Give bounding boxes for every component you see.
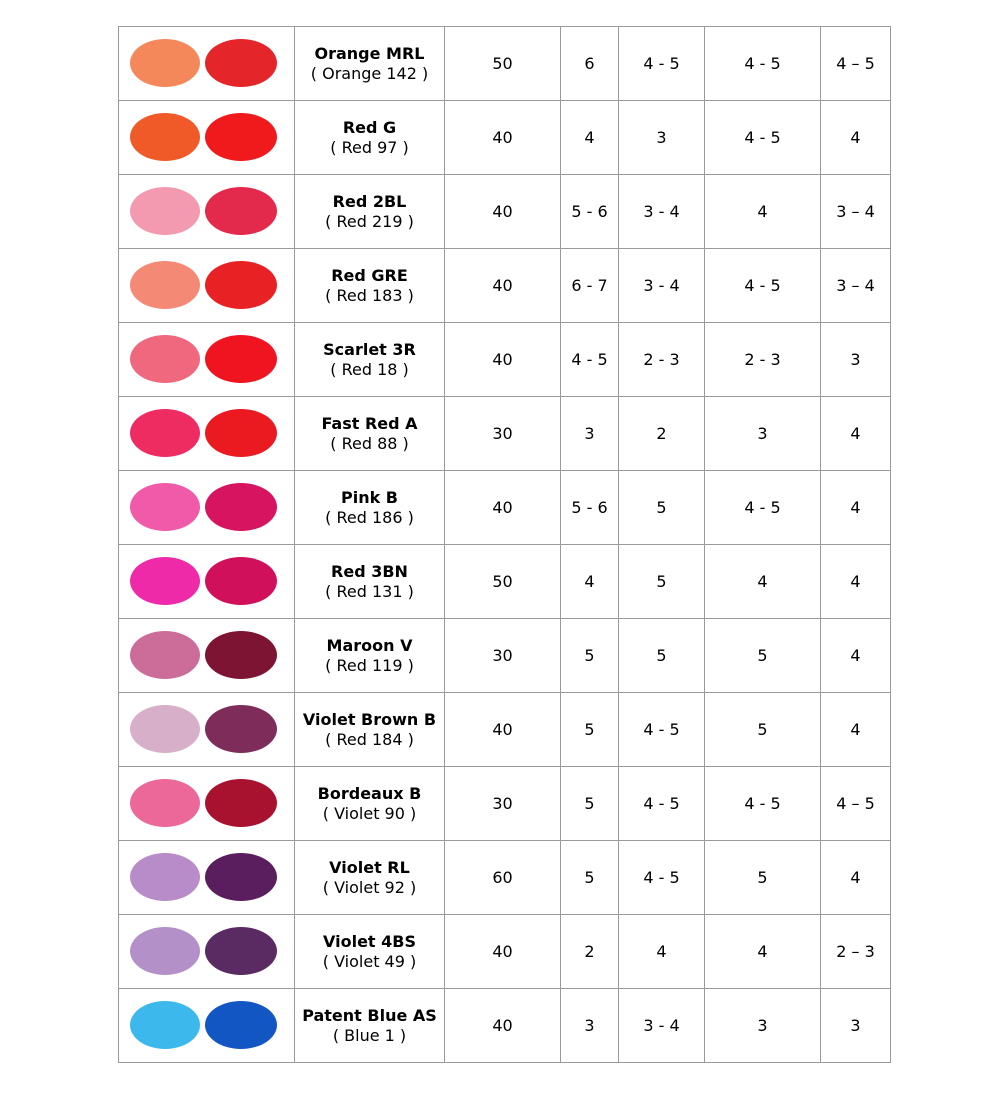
value-cell-4: 5 bbox=[705, 841, 821, 915]
value-cell-1: 40 bbox=[445, 101, 561, 175]
color-index-name: ( Red 219 ) bbox=[325, 211, 414, 231]
light-shade-swatch bbox=[130, 409, 200, 457]
dye-name: Red 3BN bbox=[331, 561, 408, 581]
value-cell-5: 4 bbox=[821, 471, 891, 545]
value-cell-1: 40 bbox=[445, 249, 561, 323]
value-cell-3: 4 - 5 bbox=[619, 27, 705, 101]
dye-name-cell bbox=[295, 323, 445, 397]
swatch-cell bbox=[119, 397, 295, 471]
table-body bbox=[119, 27, 891, 1063]
value-cell-4: 4 bbox=[705, 175, 821, 249]
light-shade-swatch bbox=[130, 39, 200, 87]
table-row bbox=[119, 101, 891, 175]
light-shade-swatch bbox=[130, 557, 200, 605]
value-cell-1: 30 bbox=[445, 397, 561, 471]
light-shade-swatch bbox=[130, 187, 200, 235]
dark-shade-swatch bbox=[205, 1001, 277, 1049]
value-cell-2: 4 - 5 bbox=[561, 323, 619, 397]
value-cell-2: 2 bbox=[561, 915, 619, 989]
color-index-name: ( Red 88 ) bbox=[330, 433, 409, 453]
dark-shade-swatch bbox=[205, 927, 277, 975]
color-index-name: ( Red 184 ) bbox=[325, 729, 414, 749]
value-cell-3: 5 bbox=[619, 471, 705, 545]
value-cell-1: 40 bbox=[445, 693, 561, 767]
color-index-name: ( Orange 142 ) bbox=[310, 63, 429, 83]
table-row bbox=[119, 471, 891, 545]
value-cell-5: 3 bbox=[821, 323, 891, 397]
swatch-cell bbox=[119, 619, 295, 693]
color-index-name: ( Violet 49 ) bbox=[322, 951, 417, 971]
value-cell-2: 5 bbox=[561, 693, 619, 767]
dye-name-cell bbox=[295, 545, 445, 619]
value-cell-2: 3 bbox=[561, 989, 619, 1063]
dye-name-cell bbox=[295, 841, 445, 915]
dark-shade-swatch bbox=[205, 113, 277, 161]
table-row bbox=[119, 989, 891, 1063]
light-shade-swatch bbox=[130, 1001, 200, 1049]
light-shade-swatch bbox=[130, 927, 200, 975]
light-shade-swatch bbox=[130, 335, 200, 383]
table-row bbox=[119, 767, 891, 841]
value-cell-1: 40 bbox=[445, 915, 561, 989]
value-cell-1: 30 bbox=[445, 767, 561, 841]
value-cell-4: 5 bbox=[705, 619, 821, 693]
value-cell-4: 4 - 5 bbox=[705, 249, 821, 323]
dye-name: Violet Brown B bbox=[302, 709, 437, 729]
value-cell-1: 40 bbox=[445, 323, 561, 397]
value-cell-4: 5 bbox=[705, 693, 821, 767]
value-cell-4: 4 - 5 bbox=[705, 767, 821, 841]
light-shade-swatch bbox=[130, 483, 200, 531]
dye-name-cell bbox=[295, 27, 445, 101]
value-cell-5: 2 – 3 bbox=[821, 915, 891, 989]
swatch-cell bbox=[119, 249, 295, 323]
color-index-name: ( Red 186 ) bbox=[325, 507, 414, 527]
color-index-name: ( Violet 92 ) bbox=[322, 877, 417, 897]
swatch-cell bbox=[119, 175, 295, 249]
dark-shade-swatch bbox=[205, 705, 277, 753]
dye-name: Maroon V bbox=[326, 635, 413, 655]
dye-name-cell bbox=[295, 249, 445, 323]
value-cell-3: 5 bbox=[619, 545, 705, 619]
dye-name: Pink B bbox=[340, 487, 398, 507]
table-row bbox=[119, 175, 891, 249]
dye-name: Orange MRL bbox=[314, 43, 425, 63]
value-cell-2: 5 - 6 bbox=[561, 471, 619, 545]
value-cell-1: 50 bbox=[445, 27, 561, 101]
value-cell-4: 4 bbox=[705, 545, 821, 619]
value-cell-3: 4 - 5 bbox=[619, 693, 705, 767]
value-cell-3: 3 bbox=[619, 101, 705, 175]
dye-name: Violet 4BS bbox=[323, 931, 416, 951]
value-cell-5: 4 bbox=[821, 101, 891, 175]
table-row bbox=[119, 619, 891, 693]
dark-shade-swatch bbox=[205, 779, 277, 827]
table-row bbox=[119, 323, 891, 397]
color-index-name: ( Red 183 ) bbox=[325, 285, 414, 305]
value-cell-4: 4 bbox=[705, 915, 821, 989]
value-cell-3: 2 - 3 bbox=[619, 323, 705, 397]
swatch-cell bbox=[119, 989, 295, 1063]
value-cell-1: 40 bbox=[445, 989, 561, 1063]
swatch-cell bbox=[119, 915, 295, 989]
value-cell-4: 4 - 5 bbox=[705, 101, 821, 175]
value-cell-3: 3 - 4 bbox=[619, 249, 705, 323]
color-index-name: ( Violet 90 ) bbox=[322, 803, 417, 823]
dye-name-cell bbox=[295, 915, 445, 989]
light-shade-swatch bbox=[130, 631, 200, 679]
dye-name-cell bbox=[295, 767, 445, 841]
dark-shade-swatch bbox=[205, 409, 277, 457]
table-row bbox=[119, 249, 891, 323]
table-row bbox=[119, 915, 891, 989]
value-cell-5: 4 bbox=[821, 841, 891, 915]
value-cell-5: 4 bbox=[821, 619, 891, 693]
color-index-name: ( Red 97 ) bbox=[330, 137, 409, 157]
value-cell-2: 5 bbox=[561, 767, 619, 841]
dye-name: Red 2BL bbox=[332, 191, 407, 211]
dark-shade-swatch bbox=[205, 39, 277, 87]
value-cell-5: 4 – 5 bbox=[821, 27, 891, 101]
color-index-name: ( Red 119 ) bbox=[325, 655, 414, 675]
swatch-cell bbox=[119, 323, 295, 397]
dark-shade-swatch bbox=[205, 335, 277, 383]
table-row bbox=[119, 693, 891, 767]
value-cell-4: 3 bbox=[705, 397, 821, 471]
table-row bbox=[119, 841, 891, 915]
dye-name: Red G bbox=[342, 117, 397, 137]
value-cell-3: 2 bbox=[619, 397, 705, 471]
value-cell-2: 3 bbox=[561, 397, 619, 471]
dye-name-cell bbox=[295, 693, 445, 767]
color-index-name: ( Red 131 ) bbox=[325, 581, 414, 601]
dye-name: Bordeaux B bbox=[317, 783, 422, 803]
value-cell-5: 4 – 5 bbox=[821, 767, 891, 841]
value-cell-5: 4 bbox=[821, 397, 891, 471]
dye-name: Scarlet 3R bbox=[323, 339, 416, 359]
table-row bbox=[119, 545, 891, 619]
dye-name: Violet RL bbox=[329, 857, 410, 877]
dark-shade-swatch bbox=[205, 631, 277, 679]
dye-name: Fast Red A bbox=[321, 413, 418, 433]
value-cell-5: 4 bbox=[821, 545, 891, 619]
value-cell-2: 6 - 7 bbox=[561, 249, 619, 323]
dye-name-cell bbox=[295, 397, 445, 471]
value-cell-4: 3 bbox=[705, 989, 821, 1063]
dark-shade-swatch bbox=[205, 261, 277, 309]
value-cell-2: 4 bbox=[561, 545, 619, 619]
dark-shade-swatch bbox=[205, 187, 277, 235]
dye-name-cell bbox=[295, 989, 445, 1063]
value-cell-3: 3 - 4 bbox=[619, 175, 705, 249]
value-cell-2: 5 bbox=[561, 841, 619, 915]
value-cell-4: 4 - 5 bbox=[705, 27, 821, 101]
value-cell-3: 4 - 5 bbox=[619, 767, 705, 841]
swatch-cell bbox=[119, 841, 295, 915]
swatch-cell bbox=[119, 27, 295, 101]
value-cell-3: 3 - 4 bbox=[619, 989, 705, 1063]
value-cell-3: 4 - 5 bbox=[619, 841, 705, 915]
dye-name-cell bbox=[295, 175, 445, 249]
color-index-name: ( Blue 1 ) bbox=[332, 1025, 407, 1045]
value-cell-1: 40 bbox=[445, 471, 561, 545]
value-cell-2: 4 bbox=[561, 101, 619, 175]
dark-shade-swatch bbox=[205, 557, 277, 605]
swatch-cell bbox=[119, 767, 295, 841]
swatch-cell bbox=[119, 693, 295, 767]
value-cell-4: 2 - 3 bbox=[705, 323, 821, 397]
value-cell-2: 5 - 6 bbox=[561, 175, 619, 249]
value-cell-4: 4 - 5 bbox=[705, 471, 821, 545]
light-shade-swatch bbox=[130, 853, 200, 901]
value-cell-5: 3 bbox=[821, 989, 891, 1063]
value-cell-5: 4 bbox=[821, 693, 891, 767]
value-cell-1: 30 bbox=[445, 619, 561, 693]
value-cell-2: 5 bbox=[561, 619, 619, 693]
dark-shade-swatch bbox=[205, 483, 277, 531]
dye-name: Patent Blue AS bbox=[302, 1005, 437, 1025]
dye-name-cell bbox=[295, 471, 445, 545]
light-shade-swatch bbox=[130, 705, 200, 753]
light-shade-swatch bbox=[130, 261, 200, 309]
color-index-name: ( Red 18 ) bbox=[330, 359, 409, 379]
value-cell-1: 50 bbox=[445, 545, 561, 619]
light-shade-swatch bbox=[130, 113, 200, 161]
value-cell-1: 60 bbox=[445, 841, 561, 915]
value-cell-3: 5 bbox=[619, 619, 705, 693]
value-cell-1: 40 bbox=[445, 175, 561, 249]
swatch-cell bbox=[119, 101, 295, 175]
dye-name-cell bbox=[295, 619, 445, 693]
swatch-cell bbox=[119, 471, 295, 545]
dark-shade-swatch bbox=[205, 853, 277, 901]
table-row bbox=[119, 27, 891, 101]
value-cell-2: 6 bbox=[561, 27, 619, 101]
dye-name-cell bbox=[295, 101, 445, 175]
dye-name: Red GRE bbox=[331, 265, 408, 285]
value-cell-5: 3 – 4 bbox=[821, 249, 891, 323]
table-row bbox=[119, 397, 891, 471]
value-cell-3: 4 bbox=[619, 915, 705, 989]
light-shade-swatch bbox=[130, 779, 200, 827]
swatch-cell bbox=[119, 545, 295, 619]
value-cell-5: 3 – 4 bbox=[821, 175, 891, 249]
dye-fastness-table bbox=[118, 26, 891, 1063]
